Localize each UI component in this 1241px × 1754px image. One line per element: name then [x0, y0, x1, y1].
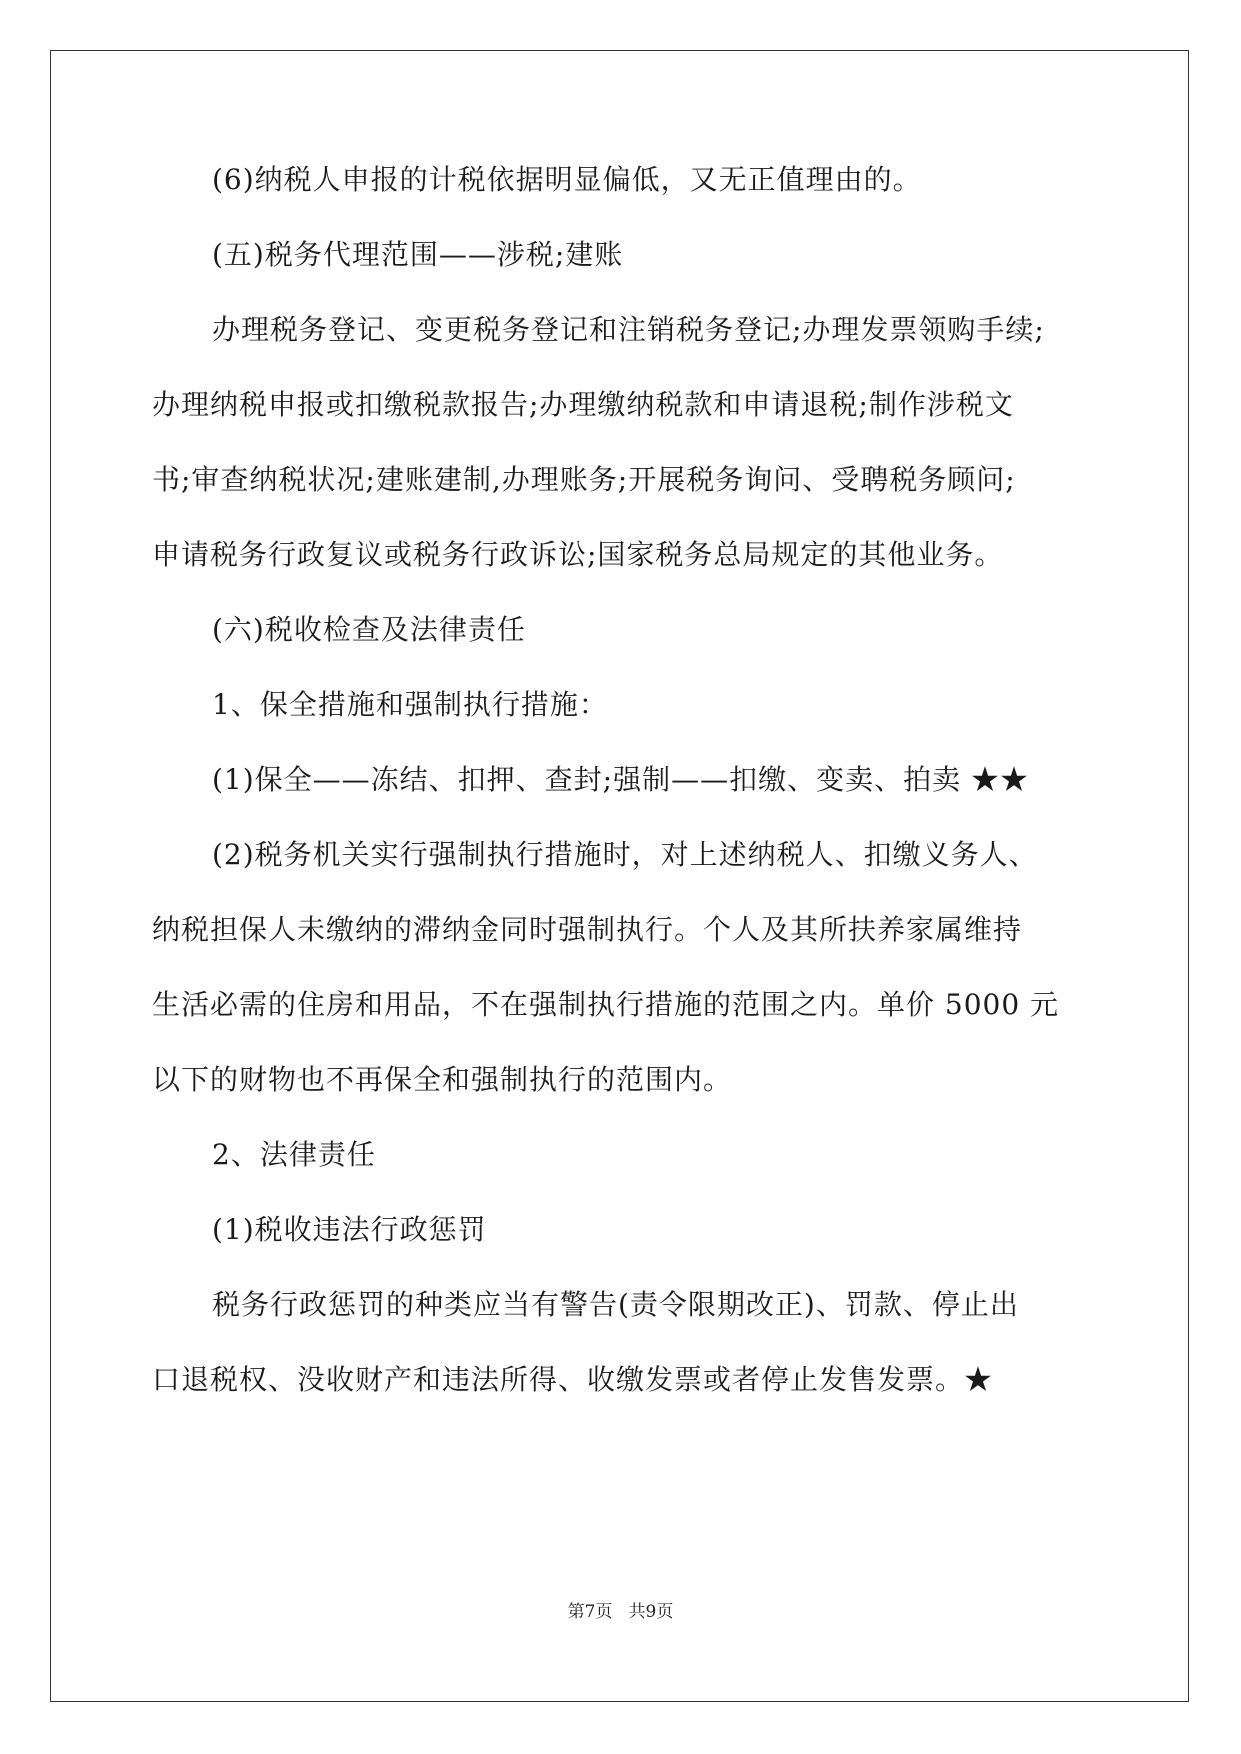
text-line: (五)税务代理范围——涉税;建账: [212, 238, 624, 271]
text-line: 税务行政惩罚的种类应当有警告(责令限期改正)、罚款、停止出: [212, 1288, 1019, 1321]
page-number: 第7页: [567, 1602, 613, 1622]
text-line: 申请税务行政复议或税务行政诉讼;国家税务总局规定的其他业务。: [152, 538, 1004, 571]
text-line: (六)税收检查及法律责任: [212, 613, 526, 646]
text-line: 口退税权、没收财产和违法所得、收缴发票或者停止发售发票。★: [152, 1363, 994, 1396]
page-total: 共9页: [628, 1602, 674, 1622]
text-line: 生活必需的住房和用品，不在强制执行措施的范围之内。单价 5000 元: [152, 988, 1060, 1021]
text-line: (1)税收违法行政惩罚: [212, 1213, 487, 1246]
text-line: (2)税务机关实行强制执行措施时，对上述纳税人、扣缴义务人、: [212, 838, 1038, 871]
text-line: (1)保全——冻结、扣押、查封;强制——扣缴、变卖、拍卖 ★★: [212, 763, 1029, 796]
text-line: 书;审查纳税状况;建账建制,办理账务;开展税务询问、受聘税务顾问;: [152, 463, 1016, 496]
page-footer: [0, 1600, 1241, 1624]
text-line: 2、法律责任: [212, 1138, 376, 1171]
text-line: 办理税务登记、变更税务登记和注销税务登记;办理发票领购手续;: [212, 313, 1045, 346]
text-line: (6)纳税人申报的计税依据明显偏低，又无正值理由的。: [212, 163, 922, 196]
text-line: 1、保全措施和强制执行措施：: [212, 688, 608, 721]
text-line: 以下的财物也不再保全和强制执行的范围内。: [152, 1063, 733, 1096]
page-border: [50, 50, 1189, 1702]
text-line: 纳税担保人未缴纳的滞纳金同时强制执行。个人及其所扶养家属维持: [152, 913, 1023, 946]
text-line: 办理纳税申报或扣缴税款报告;办理缴纳税款和申请退税;制作涉税文: [152, 388, 1014, 421]
